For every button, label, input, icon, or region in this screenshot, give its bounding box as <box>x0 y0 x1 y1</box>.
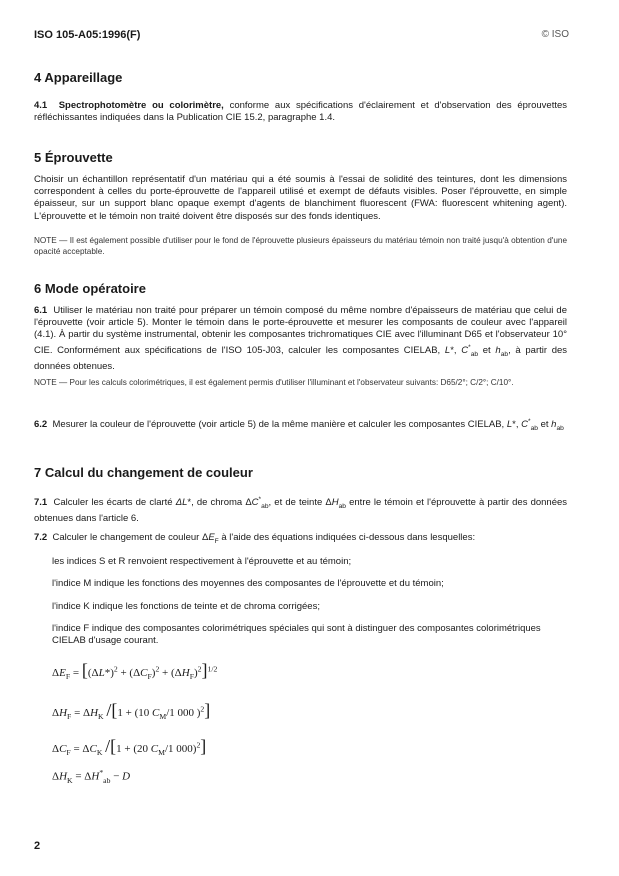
list-item: les indices S et R renvoient respectivement à l'éprouvette et au témoin; <box>52 556 352 567</box>
paragraph-text: Calculer le changement de couleur <box>52 532 200 543</box>
clause-number: 7.1 <box>34 497 48 509</box>
paragraph-6-1: 6.1 Utiliser le matériau non traité pour préparer un témoin composé du même nombre d'épaisseurs de matériau que celui de l'éprouvette (voir article 5). Monter le témoin dans le porte-éprouvette et mesurer les composants de couleur avec l'appareil (4.1). À partir du système instrumental, obtenir les composantes trichromatiques CIE avec l'illuminant D65 et l'observateur 10° CIE. Conformément aux spécifications de l'ISO 105-J03, calculer les composantes CIELAB, L*, $C^*_{ab}$ et $h_{ab}$, à partir des données obtenues. <box>34 305 568 372</box>
paragraph-text: conforme aux spécifications d'éclairement et d'observation des éprouvettes réfléchissantes indiquées dans la Publication CIE 15.2, paragraphe 1.4. <box>34 100 568 124</box>
list-item: l'indice M indique les fonctions des moyennes des composantes de l'éprouvette et du témoin; <box>52 578 444 589</box>
page-number: 2 <box>34 840 41 852</box>
paragraph-text: Mesurer la couleur de l'éprouvette (voir article 5) de la même manière et calculer les composantes CIELAB, <box>52 419 505 431</box>
section-6-title: 6 Mode opératoire <box>34 281 146 296</box>
section-5-title: 5 Éprouvette <box>34 150 113 165</box>
section-4-title: 4 Appareillage <box>34 70 123 85</box>
paragraph-7-1: 7.1 Calculer les écarts de clarté ΔL*, de chroma $\Delta C^*_{ab}$, et de teinte $\Delta H_{ab}$ entre le témoin et l'éprouvette à partir des données obtenues dans l'article 6. <box>34 496 568 525</box>
equation-delta-e: $\Delta E_F = [(\Delta L*)^2 + (\Delta C_F)^2 + (\Delta H_F)^2]^{1/2}$ <box>52 660 218 682</box>
clause-number: 7.2 <box>34 532 48 543</box>
term: Spectrophotomètre ou colorimètre, <box>58 100 224 111</box>
text-b: , de chroma <box>191 497 243 509</box>
paragraph-text: Utiliser le matériau non traité pour préparer un témoin composé du même nombre d'épaisseurs de matériau que celui de l'éprouvette (voir article 5). Monter le témoin dans le porte-éprouvette et mesurer les composants de couleur avec l'appareil (4.1). À partir du système instrumental, obtenir les composantes trichromatiques CIE avec l'illuminant D65 et l'observateur 10° CIE. Conformément aux spécifications de l'ISO 105-J03, calculer les composantes CIELAB, <box>34 305 568 356</box>
paragraph-7-2: 7.2 Calculer le changement de couleur $\Delta E_F$ à l'aide des équations indiquées ci-dessous dans lesquelles: <box>34 532 476 545</box>
clause-number: 6.1 <box>34 305 48 316</box>
note-5: NOTE — Il est également possible d'utiliser pour le fond de l'éprouvette plusieurs épaisseurs du matériau témoin non traité jusqu'à obtention d'une opacité acceptable. <box>34 236 567 256</box>
text-d: entre le témoin et l'éprouvette à partir des données obtenues dans l'article 6. <box>34 497 568 525</box>
paragraph-tail: à partir des données obtenues. <box>34 344 568 372</box>
text-c: , et de teinte <box>268 497 323 509</box>
text-a: Calculer les écarts de clarté <box>53 497 173 509</box>
paragraph-5: Choisir un échantillon représentatif d'un matériau qui a été soumis à l'essai de solidité des teintures, dont les dimensions correspondent à celles du porte-éprouvette de l'appareil utilisé et exempt de défauts visibles. Poser l'éprouvette, en simple épaisseur, sur un support blanc opaque exempt d'agents de blanchiment fluorescent (FWA: fluorescent whitening agent). L'éprouvette et le témoin non traité doivent être disposés sur des fonds identiques. <box>34 174 567 222</box>
note-6: NOTE — Pour les calculs colorimétriques, il est également permis d'utiliser l'illuminant et l'observateur suivants: D65/2°; C/2°; C/10°. <box>34 378 514 387</box>
section-7-title: 7 Calcul du changement de couleur <box>34 465 253 480</box>
document-id: ISO 105-A05:1996(F) <box>34 29 141 41</box>
equation-delta-hk: $\Delta H_K = \Delta H^*_{ab} - D$ <box>52 768 131 785</box>
equation-delta-c: $\Delta C_F = \Delta C_K$ /[1 + (20 $C_M/1$ 000)$^2$] <box>52 736 207 758</box>
clause-number: 6.2 <box>34 419 48 431</box>
paragraph-6-2: 6.2 Mesurer la couleur de l'éprouvette (voir article 5) de la même manière et calculer les composantes CIELAB, L*, $C^*_{ab}$ et $h_{ab}$ <box>34 418 564 433</box>
paragraph-tail: à l'aide des équations indiquées ci-dessous dans lesquelles: <box>221 532 476 543</box>
paragraph-4-1 <box>34 100 567 124</box>
iso-copyright: © ISO <box>541 29 569 40</box>
list-item: l'indice K indique les fonctions de teinte et de chroma corrigées; <box>52 601 320 612</box>
list-item: l'indice F indique des composantes colorimétriques spéciales qui sont à distinguer des composantes colorimétriques CIELAB d'usage courant. <box>52 623 541 647</box>
equation-delta-h: $\Delta H_F = \Delta H_K$ /[1 + (10 $C_M/1$ 000 )$^2$] <box>52 700 211 722</box>
clause-number: 4.1 <box>34 100 48 111</box>
